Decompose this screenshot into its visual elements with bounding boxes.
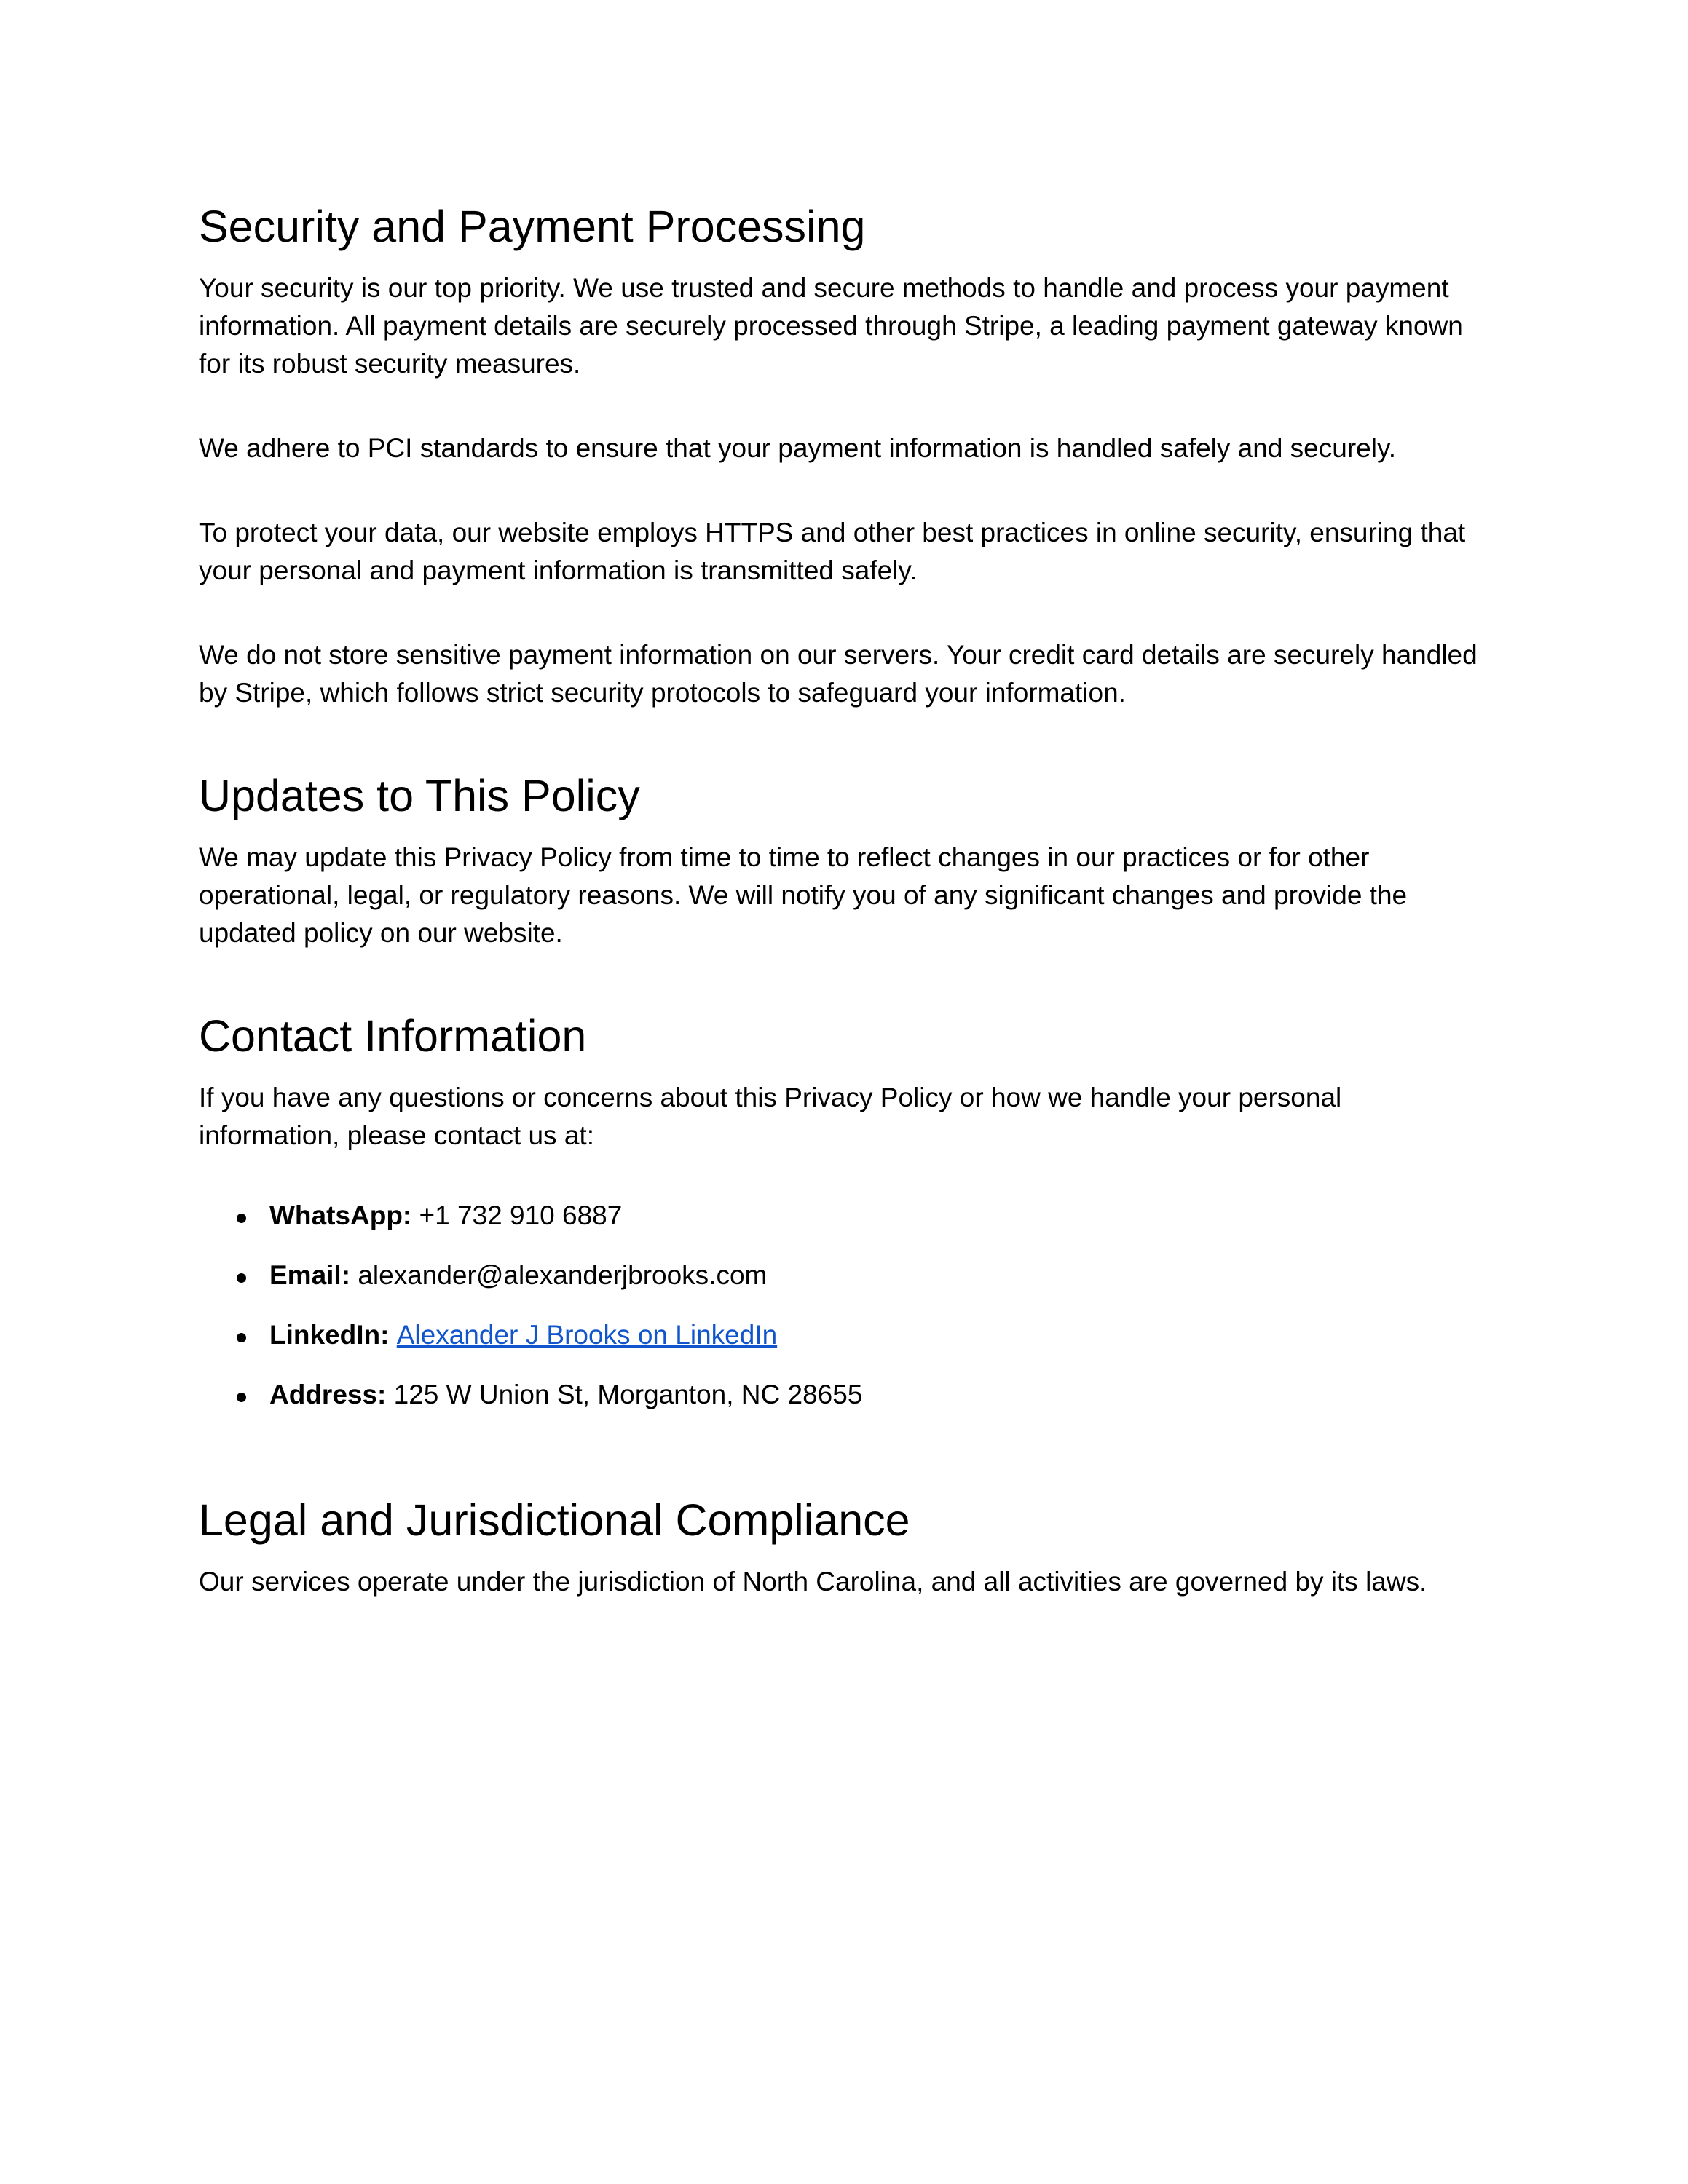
section-updates-to-this-policy <box>199 767 1489 952</box>
paragraph: We do not store sensitive payment information on our servers. Your credit card details are securely handled by Stripe, which follows strict security protocols to safeguard your information. <box>199 640 1478 708</box>
section-security-and-payment-processing <box>199 198 1489 712</box>
section-heading-contact-information: Contact Information <box>199 1011 587 1061</box>
section-heading-legal-and-jurisdictional-compliance: Legal and Jurisdictional Compliance <box>199 1495 910 1545</box>
section-heading-security-and-payment-processing: Security and Payment Processing <box>199 202 866 251</box>
bullet-icon <box>237 1273 246 1283</box>
paragraph: If you have any questions or concerns about this Privacy Policy or how we handle your personal information, please contact us at: <box>199 1083 1342 1150</box>
bullet-icon <box>237 1214 246 1223</box>
contact-value-whatsapp: +1 732 910 6887 <box>419 1200 623 1230</box>
bullet-icon <box>237 1393 246 1402</box>
contact-label-linkedin: LinkedIn: <box>269 1320 397 1350</box>
paragraph: We may update this Privacy Policy from time to time to reflect changes in our practices or for other operational, legal, or regulatory reasons. We will notify you of any significant changes and provide the updated policy on our website. <box>199 842 1408 948</box>
paragraph: Your security is our top priority. We use trusted and secure methods to handle and process your payment information. All payment details are securely processed through Stripe, a leading payment gateway known for its robust security measures. <box>199 273 1463 379</box>
contact-item-whatsapp <box>199 1197 1489 1235</box>
contact-item-address <box>199 1376 1489 1414</box>
bullet-icon <box>237 1333 246 1342</box>
paragraph: Our services operate under the jurisdiction of North Carolina, and all activities are governed by its laws. <box>199 1567 1427 1597</box>
section-heading-updates-to-this-policy: Updates to This Policy <box>199 771 640 820</box>
contact-list <box>199 1197 1489 1436</box>
paragraph: To protect your data, our website employs HTTPS and other best practices in online security, ensuring that your personal and payment information is transmitted safely. <box>199 518 1466 585</box>
paragraph: We adhere to PCI standards to ensure that your payment information is handled safely and securely. <box>199 433 1396 463</box>
contact-label-email: Email: <box>269 1260 358 1290</box>
contact-item-linkedin <box>199 1316 1489 1354</box>
contact-label-address: Address: <box>269 1380 394 1409</box>
section-legal-and-jurisdictional-compliance <box>199 1492 1489 1601</box>
contact-value-address: 125 W Union St, Morganton, NC 28655 <box>393 1380 863 1409</box>
linkedin-profile-link[interactable]: Alexander J Brooks on LinkedIn <box>396 1320 778 1350</box>
contact-label-whatsapp: WhatsApp: <box>269 1200 419 1230</box>
contact-item-email <box>199 1257 1489 1294</box>
section-contact-information <box>199 1008 1489 1436</box>
contact-value-email: alexander@alexanderjbrooks.com <box>358 1260 768 1290</box>
